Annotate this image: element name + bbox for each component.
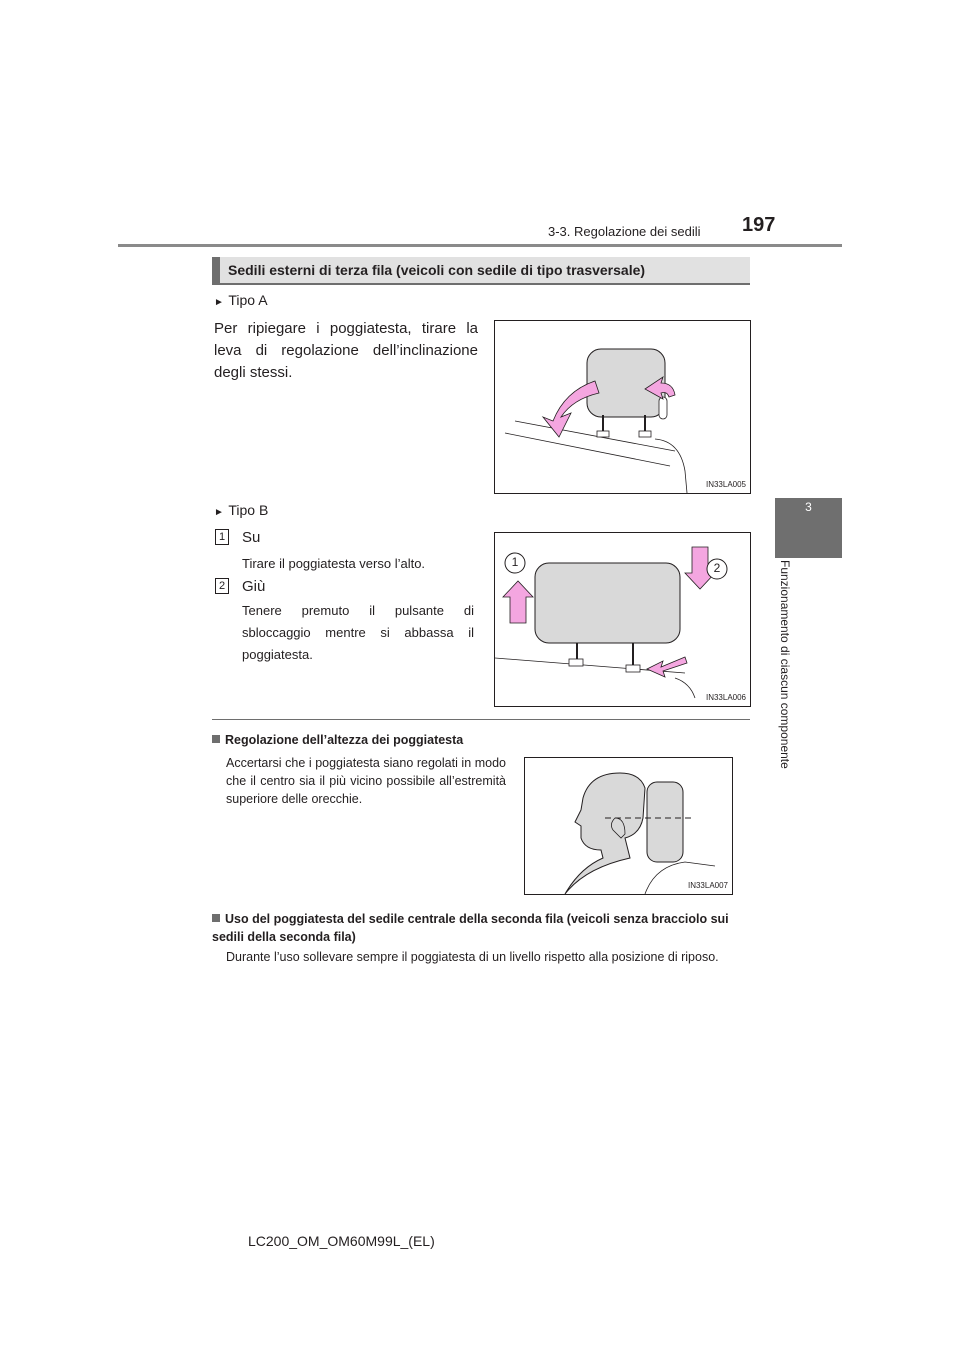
note-2-heading	[212, 910, 752, 946]
header-section-title: 3-3. Regolazione dei sedili	[548, 224, 701, 239]
triangle-bullet-icon: ►	[214, 507, 224, 518]
step-2-number: 2	[215, 578, 229, 594]
step-1-number: 1	[215, 529, 229, 545]
note-2-heading-text: Uso del poggiatesta del sedile centrale della seconda fila (veicoli senza bracciolo sui sedili della seconda fila)	[212, 912, 729, 944]
note-2-text: Durante l’uso sollevare sempre il poggiatesta di un livello rispetto alla posizione di riposo.	[226, 950, 719, 964]
headrest-fold-illustration	[495, 321, 750, 493]
page-number: 197	[742, 214, 776, 236]
section-heading-bar	[212, 257, 750, 285]
figure-headrest-height	[524, 757, 733, 895]
head-and-headrest-illustration	[525, 758, 732, 894]
headrest-up-down-illustration	[495, 533, 750, 706]
header-rule	[118, 244, 842, 247]
figure-code: IN33LA006	[705, 693, 746, 702]
chapter-tab-number: 3	[805, 500, 812, 514]
section-divider	[212, 719, 750, 720]
footer-code: LC200_OM_OM60M99L_(EL)	[248, 1233, 435, 1249]
step-2-title: Giù	[242, 578, 266, 595]
figure-tipo-a	[494, 320, 751, 494]
note-1-heading-text: Regolazione dell’altezza dei poggiatesta	[225, 733, 464, 747]
figure-label-1: 1	[511, 555, 519, 569]
section-heading-marker	[212, 257, 220, 283]
square-bullet-icon	[212, 914, 220, 922]
tipo-a-heading	[214, 292, 268, 310]
tipo-b-heading	[214, 502, 268, 520]
figure-label-2: 2	[713, 561, 721, 575]
step-1-desc: Tirare il poggiatesta verso l’alto.	[242, 556, 426, 571]
step-2-desc: Tenere premuto il pulsante di sbloccaggio mentre si abbassa il poggiatesta.	[242, 603, 474, 662]
tipo-b-label: Tipo B	[228, 502, 269, 518]
tipo-a-text: Per ripiegare i poggiatesta, tirare la leva di regolazione dell’inclinazione degli stessi.	[214, 320, 478, 381]
square-bullet-icon	[212, 735, 220, 743]
tipo-a-label: Tipo A	[228, 292, 268, 308]
figure-tipo-b	[494, 532, 751, 707]
note-1-text: Accertarsi che i poggiatesta siano regolati in modo che il centro sia il più vicino possibile all’estremità superiore delle orecchie.	[226, 756, 506, 806]
section-heading: Sedili esterni di terza fila (veicoli con sedile di tipo trasversale)	[228, 262, 646, 278]
note-1-heading	[212, 731, 463, 749]
triangle-bullet-icon: ►	[214, 297, 224, 308]
figure-code: IN33LA005	[705, 480, 746, 489]
step-1-title: Su	[242, 529, 261, 546]
chapter-label-container	[776, 560, 796, 800]
figure-code: IN33LA007	[687, 881, 728, 890]
chapter-label: Funzionamento di ciascun componente	[778, 560, 792, 769]
